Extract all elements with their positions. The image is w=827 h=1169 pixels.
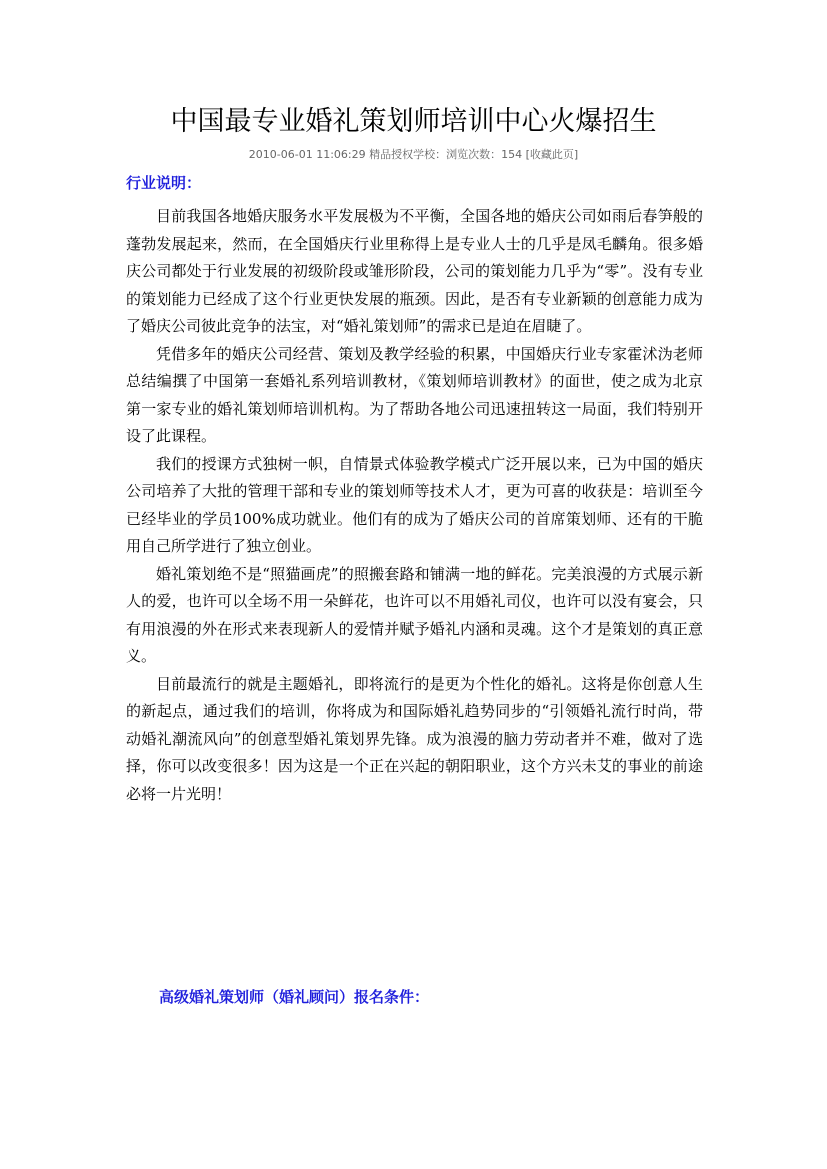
article-meta xyxy=(0,147,827,163)
paragraph: 凭借多年的婚庆公司经营、策划及教学经验的积累，中国婚庆行业专家霍沭沩老师总结编撰了中国第一套婚礼系列培训教材，《策划师培训教材》的面世，使之成为北京第一家专业的婚礼策划师培训机构。为了帮助各地公司迅速扭转这一局面，我们特别开设了此课程。 xyxy=(126,344,703,445)
paragraph: 目前我国各地婚庆服务水平发展极为不平衡，全国各地的婚庆公司如雨后春笋般的蓬勃发展起来，然而，在全国婚庆行业里称得上是专业人士的几乎是凤毛麟角。很多婚庆公司都处于行业发展的初级阶段或雏形阶段，公司的策划能力几乎为“零”。没有专业的策划能力已经成了这个行业更快发展的瓶颈。因此，是否有专业新颖的创意能力成为了婚庆公司彼此竞争的法宝，对“婚礼策划师”的需求已是迫在眉睫了。 xyxy=(126,207,703,335)
body-text xyxy=(126,203,703,808)
paragraph: 我们的授课方式独树一帜，自情景式体验教学模式广泛开展以来，已为中国的婚庆公司培养了大批的管理干部和专业的策划师等技术人才，更为可喜的收获是：培训至今已经毕业的学员100%成功就业。他们有的成为了婚庆公司的首席策划师、还有的干脆用自己所学进行了独立创业。 xyxy=(126,454,703,555)
page-title: 中国最专业婚礼策划师培训中心火爆招生 xyxy=(170,106,657,137)
meta-datetime: 2010-06-01 11:06:29 xyxy=(248,148,366,161)
paragraph: 目前最流行的就是主题婚礼，即将流行的是更为个性化的婚礼。这将是你创意人生的新起点，通过我们的培训，你将成为和国际婚礼趋势同步的“引领婚礼流行时尚，带动婚礼潮流风向”的创意型婚礼策划界先锋。成为浪漫的脑力劳动者并不难，做对了选择，你可以改变很多！因为这是一个正在兴起的朝阳职业，这个方兴未艾的事业的前途必将一片光明！ xyxy=(126,674,703,803)
favorite-link[interactable]: [收藏此页] xyxy=(525,148,579,161)
meta-views-label: 浏览次数： xyxy=(446,148,502,161)
meta-views-count: 154 xyxy=(501,148,523,161)
paragraph: 婚礼策划绝不是“照猫画虎”的照搬套路和铺满一地的鲜花。完美浪漫的方式展示新人的爱，也许可以全场不用一朵鲜花，也许可以不用婚礼司仪，也许可以没有宴会，只有用浪漫的外在形式来表现新人的爱情并赋予婚礼内涵和灵魂。这个才是策划的真正意义。 xyxy=(126,564,703,665)
section-heading-industry: 行业说明： xyxy=(126,174,202,192)
section-heading-requirements: 高级婚礼策划师（婚礼顾问）报名条件： xyxy=(159,988,430,1006)
meta-source-label: 精品授权学校： xyxy=(369,148,447,161)
